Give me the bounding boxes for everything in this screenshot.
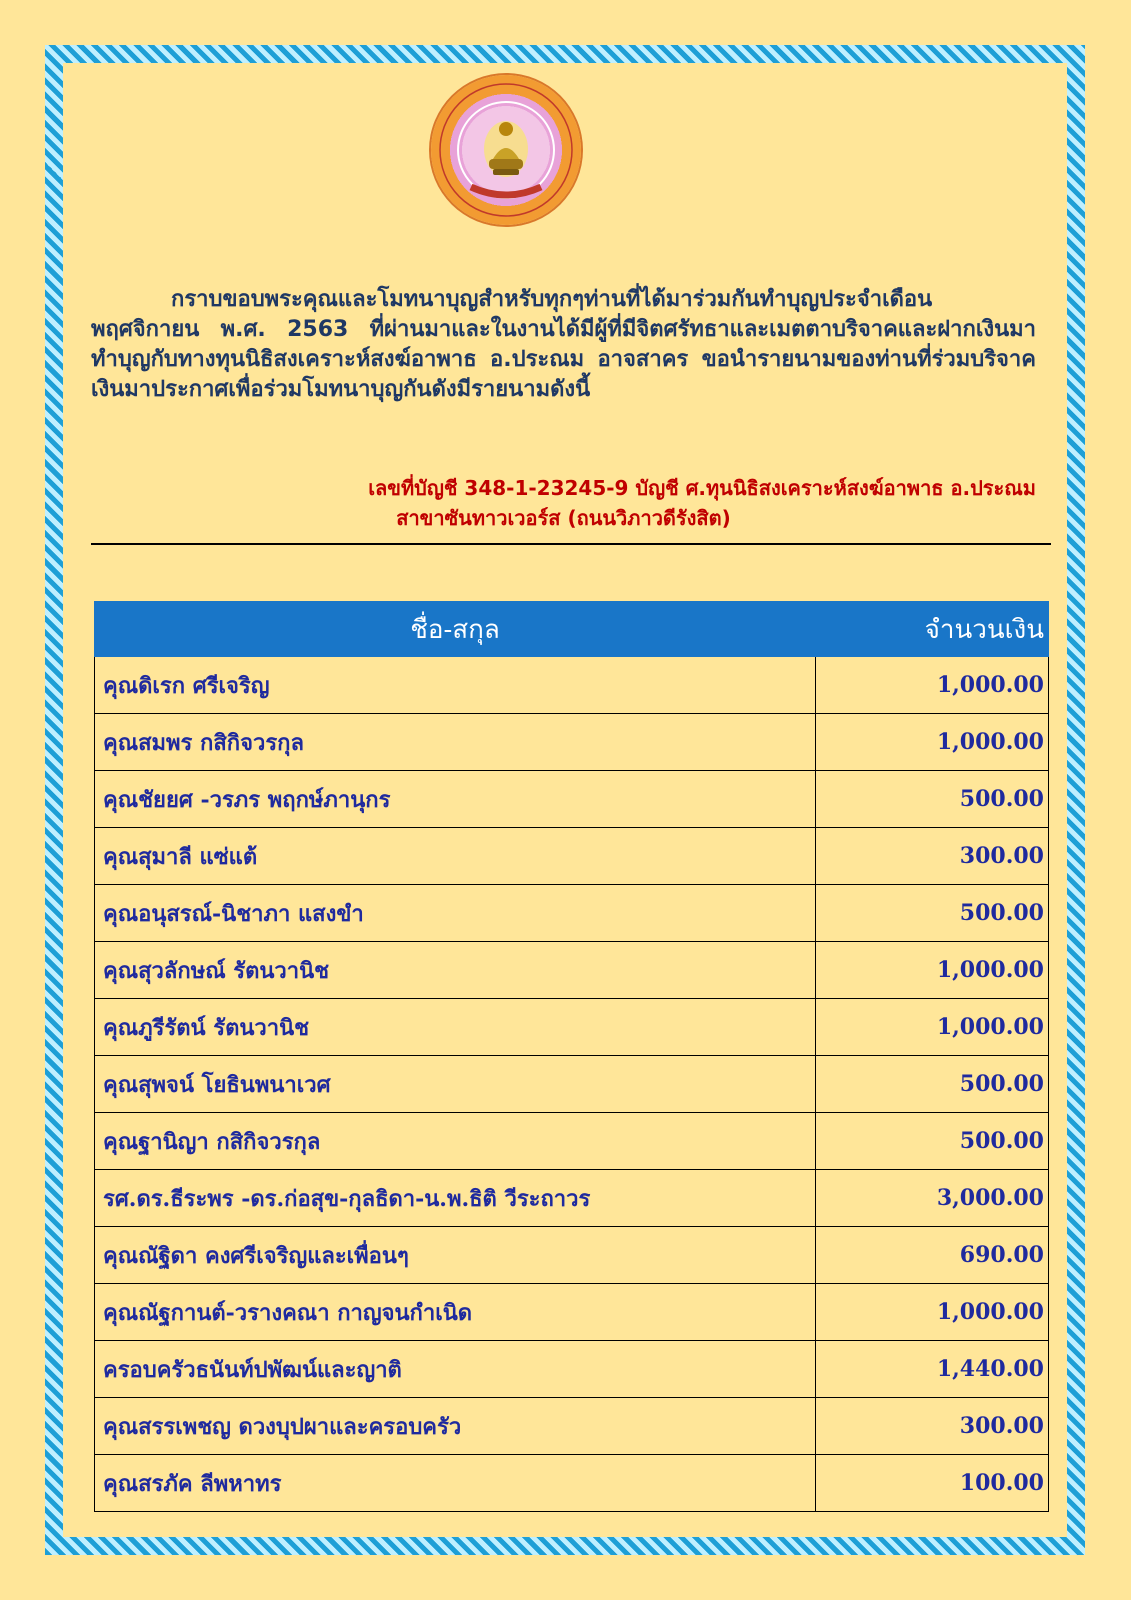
donor-table <box>94 601 1049 1512</box>
account-number-line: เลขที่บัญชี 348-1-23245-9 บัญชี ศ.ทุนนิธิสงเคราะห์สงฆ์อาพาธ อ.ประณม <box>368 476 1036 500</box>
donor-name: รศ.ดร.ธีระพร -ดร.ก่อสุข-กุลธิดา-น.พ.ธิติ วีระถาวร <box>95 1170 816 1227</box>
donor-amount: 1,440.00 <box>816 1341 1049 1398</box>
table-row <box>95 1341 1049 1398</box>
table-row <box>95 1227 1049 1284</box>
donor-name: คุณสุมาลี แซ่แต้ <box>95 828 816 885</box>
header-name: ชื่อ-สกุล <box>95 602 816 657</box>
table-row <box>95 657 1049 714</box>
table-row <box>95 1113 1049 1170</box>
donor-amount: 1,000.00 <box>816 999 1049 1056</box>
donor-name: คุณสรรเพชญ ดวงบุปผาและครอบครัว <box>95 1398 816 1455</box>
account-info <box>91 473 1036 533</box>
table-row <box>95 1455 1049 1512</box>
table-row <box>95 828 1049 885</box>
donor-name: คุณสรภัค ลีพหาทร <box>95 1455 816 1512</box>
donor-name: คุณอนุสรณ์-นิชาภา แสงขำ <box>95 885 816 942</box>
account-branch-line: สาขาซันทาวเวอร์ส (ถนนวิภาวดีรังสิต) <box>396 506 731 530</box>
table-row <box>95 771 1049 828</box>
donor-amount: 500.00 <box>816 1056 1049 1113</box>
donor-name: คุณฐานิญา กสิกิจวรกุล <box>95 1113 816 1170</box>
donor-amount: 500.00 <box>816 1113 1049 1170</box>
donor-amount: 1,000.00 <box>816 714 1049 771</box>
donor-amount: 690.00 <box>816 1227 1049 1284</box>
donor-table-header <box>95 602 1049 657</box>
donor-name: คุณดิเรก ศรีเจริญ <box>95 657 816 714</box>
header-amount: จำนวนเงิน <box>816 602 1049 657</box>
table-row <box>95 1398 1049 1455</box>
document-page <box>63 63 1067 1537</box>
table-row <box>95 1170 1049 1227</box>
donor-amount: 300.00 <box>816 1398 1049 1455</box>
table-row <box>95 714 1049 771</box>
logo-ring-text-bottom <box>431 75 432 76</box>
donor-name: คุณชัยยศ -วรภร พฤกษ์ภานุกร <box>95 771 816 828</box>
donor-name: คุณสุพจน์ โยธินพนาเวศ <box>95 1056 816 1113</box>
donor-rows <box>95 657 1049 1512</box>
donor-name: คุณภูรีรัตน์ รัตนวานิช <box>95 999 816 1056</box>
table-row <box>95 999 1049 1056</box>
table-row <box>95 1056 1049 1113</box>
donor-name: คุณสมพร กสิกิจวรกุล <box>95 714 816 771</box>
donor-amount: 500.00 <box>816 885 1049 942</box>
donor-amount: 1,000.00 <box>816 1284 1049 1341</box>
donor-amount: 100.00 <box>816 1455 1049 1512</box>
donor-amount: 3,000.00 <box>816 1170 1049 1227</box>
donor-amount: 1,000.00 <box>816 942 1049 999</box>
donor-name: คุณสุวลักษณ์ รัตนวานิช <box>95 942 816 999</box>
table-row <box>95 942 1049 999</box>
intro-paragraph: กราบขอบพระคุณและโมทนาบุญสำหรับทุกๆท่านที่ได้มาร่วมกันทำบุญประจำเดือน พฤศจิกายน พ.ศ. 2563 ที่ผ่านมาและในงานได้มีผู้ที่มีจิตศรัทธาและเมตตาบริจาคและฝากเงินมาทำบุญกับทางทุนนิธิสงเคราะห์สงฆ์อาพาธ อ.ประณม อาจสาคร ขอนำรายนามของท่านที่ร่วมบริจาคเงินมาประกาศเพื่อร่วมโมทนาบุญกันดังมีรายนามดังนี้ <box>91 287 1036 402</box>
table-row <box>95 885 1049 942</box>
donor-name: คุณณัฐิดา คงศรีเจริญและเพื่อนๆ <box>95 1227 816 1284</box>
donor-name: คุณณัฐกานต์-วรางคณา กาญจนกำเนิด <box>95 1284 816 1341</box>
buddha-icon <box>481 115 531 181</box>
donor-amount: 1,000.00 <box>816 657 1049 714</box>
table-row <box>95 1284 1049 1341</box>
foundation-logo <box>431 75 581 225</box>
donor-amount: 500.00 <box>816 771 1049 828</box>
donor-amount: 300.00 <box>816 828 1049 885</box>
divider-rule <box>91 543 1051 545</box>
donor-name: ครอบครัวธนันท์ปพัฒน์และญาติ <box>95 1341 816 1398</box>
